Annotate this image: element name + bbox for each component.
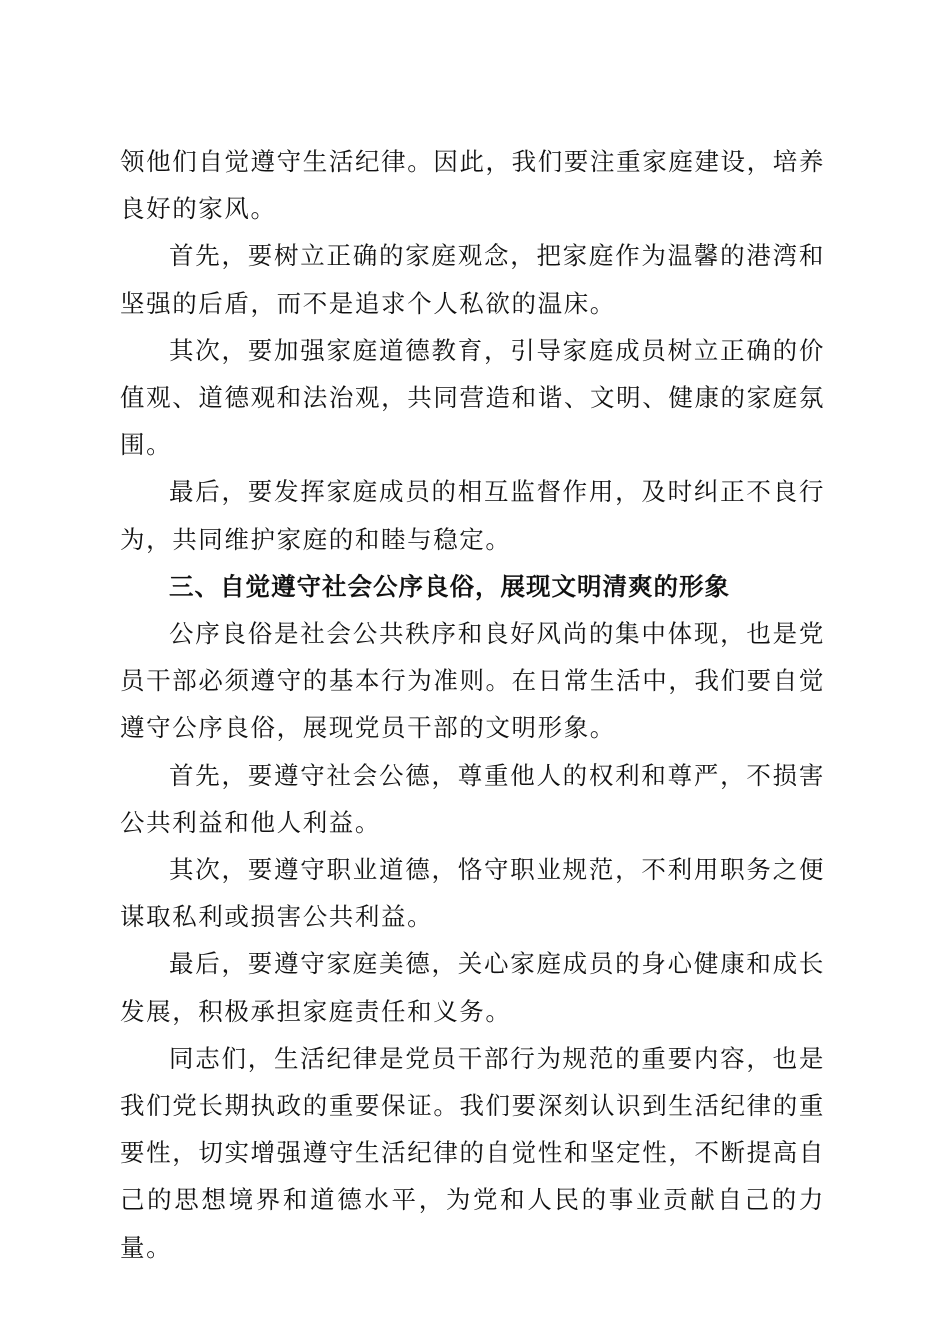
paragraph-family-supervision: 最后，要发挥家庭成员的相互监督作用，及时纠正不良行为，共同维护家庭的和睦与稳定。 <box>120 477 825 554</box>
paragraph-public-order-intro: 公序良俗是社会公共秩序和良好风尚的集中体现，也是党员干部必须遵守的基本行为准则。在日常生活中，我们要自觉遵守公序良俗，展现党员干部的文明形象。 <box>120 619 825 743</box>
paragraph-family-concept: 首先，要树立正确的家庭观念，把家庭作为温馨的港湾和坚强的后盾，而不是追求个人私欲的温床。 <box>120 241 825 318</box>
paragraph-family-moral-education: 其次，要加强家庭道德教育，引导家庭成员树立正确的价值观、道德观和法治观，共同营造和谐、文明、健康的家庭氛围。 <box>120 335 825 460</box>
paragraph-continuation: 领他们自觉遵守生活纪律。因此，我们要注重家庭建设，培养良好的家风。 <box>120 147 825 224</box>
paragraph-social-morality: 首先，要遵守社会公德，尊重他人的权利和尊严，不损害公共利益和他人利益。 <box>120 760 825 837</box>
section-heading-three: 三、自觉遵守社会公序良俗，展现文明清爽的形象 <box>169 571 730 601</box>
paragraph-professional-ethics: 其次，要遵守职业道德，恪守职业规范，不利用职务之便谋取私利或损害公共利益。 <box>120 855 825 932</box>
document-page <box>120 138 825 1271</box>
paragraph-family-virtue: 最后，要遵守家庭美德，关心家庭成员的身心健康和成长发展，积极承担家庭责任和义务。 <box>120 949 825 1026</box>
paragraph-conclusion: 同志们，生活纪律是党员干部行为规范的重要内容，也是我们党长期执政的重要保证。我们要深刻认识到生活纪律的重要性，切实增强遵守生活纪律的自觉性和坚定性，不断提高自己的思想境界和道德水平，为党和人民的事业贡献自己的力量。 <box>120 1043 825 1262</box>
